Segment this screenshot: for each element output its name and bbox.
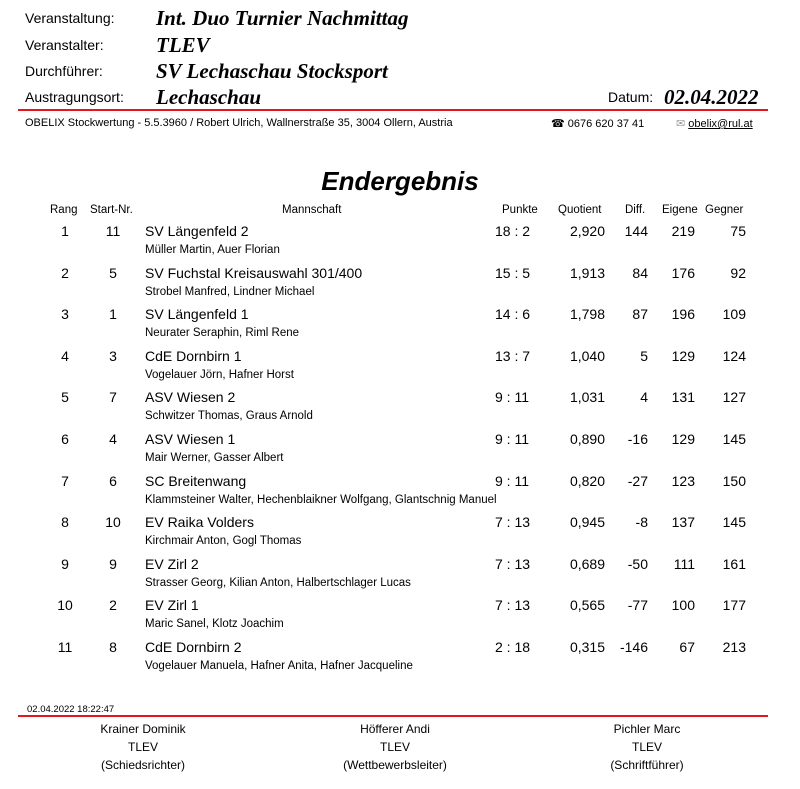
venue-label: Austragungsort: bbox=[25, 89, 124, 105]
event-value: Int. Duo Turnier Nachmittag bbox=[156, 6, 409, 30]
team-members: Vogelauer Jörn, Hafner Horst bbox=[145, 368, 294, 381]
points: 9 : 11 bbox=[495, 431, 529, 447]
header-divider bbox=[18, 109, 768, 111]
venue-value: Lechaschau bbox=[156, 85, 261, 109]
start-number: 3 bbox=[109, 347, 117, 364]
own-score: 123 bbox=[671, 472, 695, 489]
team-members: Kirchmair Anton, Gogl Thomas bbox=[145, 535, 302, 548]
print-timestamp: 02.04.2022 18:22:47 bbox=[27, 704, 115, 715]
signature-role: (Schriftführer) bbox=[610, 758, 684, 772]
rank: 8 bbox=[61, 514, 69, 531]
executor-label: Durchführer: bbox=[25, 63, 103, 79]
own-score: 129 bbox=[671, 431, 695, 447]
quotient: 1,040 bbox=[569, 347, 605, 364]
team-name: SV Längenfeld 1 bbox=[145, 306, 249, 323]
difference: -8 bbox=[635, 514, 648, 531]
team-members: Schwitzer Thomas, Graus Arnold bbox=[145, 410, 313, 423]
opponent-score: 92 bbox=[730, 264, 746, 281]
start-number: 6 bbox=[109, 472, 117, 489]
signature-secretary bbox=[547, 720, 747, 774]
organizer-label: Veranstalter: bbox=[25, 37, 104, 53]
team-members: Müller Martin, Auer Florian bbox=[145, 244, 280, 256]
team-name: ASV Wiesen 1 bbox=[145, 431, 236, 447]
points: 15 : 5 bbox=[495, 264, 531, 281]
col-quotient: Quotient bbox=[558, 204, 602, 216]
organizer-value: TLEV bbox=[156, 33, 210, 57]
signature-name: Pichler Marc bbox=[613, 722, 681, 736]
opponent-score: 127 bbox=[722, 389, 746, 406]
quotient: 0,820 bbox=[569, 472, 605, 489]
col-gegner: Gegner bbox=[705, 204, 744, 216]
signature-name: Krainer Dominik bbox=[100, 722, 186, 736]
col-start: Start-Nr. bbox=[90, 204, 133, 216]
difference: 87 bbox=[632, 306, 648, 323]
rank: 6 bbox=[61, 431, 69, 447]
phone-number: 0676 620 37 41 bbox=[567, 118, 645, 130]
signature-role: (Schiedsrichter) bbox=[100, 758, 186, 772]
difference: 84 bbox=[632, 264, 648, 281]
team-name: CdE Dornbirn 1 bbox=[145, 347, 242, 364]
signature-competition-lead bbox=[295, 720, 495, 774]
page-title: Endergebnis bbox=[321, 166, 479, 196]
start-number: 2 bbox=[109, 597, 117, 614]
email-link[interactable]: obelix@rul.at bbox=[688, 118, 753, 130]
quotient: 0,945 bbox=[569, 514, 605, 531]
own-score: 176 bbox=[671, 264, 695, 281]
team-name: CdE Dornbirn 2 bbox=[145, 639, 242, 655]
opponent-score: 145 bbox=[722, 514, 746, 531]
email-contact bbox=[676, 117, 753, 130]
quotient: 2,920 bbox=[569, 223, 605, 239]
signature-referee bbox=[43, 720, 243, 774]
footer-divider bbox=[18, 715, 768, 717]
team-name: EV Zirl 1 bbox=[145, 597, 199, 614]
team-name: SV Fuchstal Kreisauswahl 301/400 bbox=[145, 264, 363, 281]
team-name: SV Längenfeld 2 bbox=[145, 223, 249, 239]
own-score: 129 bbox=[671, 347, 695, 364]
difference: -27 bbox=[627, 472, 648, 489]
start-number: 10 bbox=[105, 514, 121, 531]
start-number: 11 bbox=[105, 223, 121, 239]
opponent-score: 213 bbox=[722, 639, 746, 655]
team-name: EV Zirl 2 bbox=[145, 555, 199, 572]
table-row bbox=[0, 265, 800, 307]
col-punkte: Punkte bbox=[502, 204, 538, 216]
opponent-score: 177 bbox=[722, 597, 746, 614]
quotient: 1,798 bbox=[569, 306, 605, 323]
table-row bbox=[0, 597, 800, 639]
start-number: 5 bbox=[109, 264, 117, 281]
start-number: 9 bbox=[109, 555, 117, 572]
date-value: 02.04.2022 bbox=[664, 85, 759, 109]
points: 9 : 11 bbox=[495, 389, 529, 406]
quotient: 0,565 bbox=[569, 597, 605, 614]
team-name: ASV Wiesen 2 bbox=[145, 389, 236, 406]
table-row bbox=[0, 431, 800, 473]
table-row bbox=[0, 473, 800, 515]
team-name: SC Breitenwang bbox=[145, 472, 247, 489]
points: 7 : 13 bbox=[495, 597, 531, 614]
table-row bbox=[0, 556, 800, 598]
table-row bbox=[0, 348, 800, 390]
start-number: 4 bbox=[109, 431, 117, 447]
opponent-score: 109 bbox=[722, 306, 746, 323]
own-score: 111 bbox=[673, 555, 695, 572]
quotient: 1,913 bbox=[569, 264, 605, 281]
points: 14 : 6 bbox=[495, 306, 531, 323]
difference: -146 bbox=[619, 639, 648, 655]
points: 2 : 18 bbox=[495, 639, 531, 655]
signature-org: TLEV bbox=[631, 740, 662, 754]
quotient: 0,315 bbox=[569, 639, 605, 655]
team-members: Strobel Manfred, Lindner Michael bbox=[145, 285, 315, 298]
own-score: 67 bbox=[679, 639, 695, 655]
signature-name: Höfferer Andi bbox=[360, 722, 430, 736]
points: 13 : 7 bbox=[495, 347, 531, 364]
team-members: Strasser Georg, Kilian Anton, Halbertschlager Lucas bbox=[145, 576, 411, 589]
table-row bbox=[0, 514, 800, 556]
team-members: Mair Werner, Gasser Albert bbox=[145, 452, 284, 464]
table-row bbox=[0, 223, 800, 265]
points: 7 : 13 bbox=[495, 555, 531, 572]
table-row bbox=[0, 639, 800, 681]
start-number: 1 bbox=[109, 306, 117, 323]
col-diff: Diff. bbox=[625, 204, 646, 216]
opponent-score: 150 bbox=[722, 472, 746, 489]
team-members: Klammsteiner Walter, Hechenblaikner Wolfgang, Glantschnig Manuel bbox=[145, 493, 497, 506]
rank: 2 bbox=[61, 264, 69, 281]
difference: 4 bbox=[640, 389, 648, 406]
opponent-score: 75 bbox=[730, 223, 746, 239]
opponent-score: 124 bbox=[722, 347, 746, 364]
rank: 11 bbox=[57, 639, 73, 655]
team-name: EV Raika Volders bbox=[145, 514, 254, 531]
difference: -77 bbox=[627, 597, 648, 614]
team-members: Vogelauer Manuela, Hafner Anita, Hafner Jacqueline bbox=[145, 660, 413, 672]
difference: -50 bbox=[627, 555, 648, 572]
difference: 144 bbox=[624, 223, 648, 239]
signature-org: TLEV bbox=[379, 740, 410, 754]
difference: 5 bbox=[640, 347, 648, 364]
phone-contact bbox=[551, 117, 644, 130]
signature-org: TLEV bbox=[127, 740, 158, 754]
own-score: 131 bbox=[671, 389, 695, 406]
col-eigene: Eigene bbox=[662, 204, 698, 216]
points: 7 : 13 bbox=[495, 514, 531, 531]
col-team: Mannschaft bbox=[282, 204, 342, 216]
signature-role: (Wettbewerbsleiter) bbox=[343, 758, 447, 772]
quotient: 1,031 bbox=[569, 389, 605, 406]
rank: 9 bbox=[61, 555, 69, 572]
own-score: 219 bbox=[671, 223, 695, 239]
table-row bbox=[0, 389, 800, 431]
team-members: Maric Sanel, Klotz Joachim bbox=[145, 618, 284, 631]
rank: 1 bbox=[61, 223, 69, 239]
team-members: Neurater Seraphin, Riml Rene bbox=[145, 327, 300, 340]
quotient: 0,890 bbox=[569, 431, 605, 447]
points: 9 : 11 bbox=[495, 472, 529, 489]
quotient: 0,689 bbox=[569, 555, 605, 572]
rank: 7 bbox=[61, 472, 69, 489]
executor-value: SV Lechaschau Stocksport bbox=[156, 59, 388, 83]
rank: 5 bbox=[61, 389, 69, 406]
start-number: 7 bbox=[109, 389, 117, 406]
rank: 10 bbox=[57, 597, 73, 614]
date-label: Datum: bbox=[608, 89, 654, 105]
rank: 3 bbox=[61, 306, 69, 323]
event-label: Veranstaltung: bbox=[25, 10, 115, 26]
table-row bbox=[0, 306, 800, 348]
start-number: 8 bbox=[109, 639, 117, 655]
software-info: OBELIX Stockwertung - 5.5.3960 / Robert Ulrich, Wallnerstraße 35, 3004 Ollern, Austria bbox=[25, 117, 453, 129]
own-score: 100 bbox=[671, 597, 695, 614]
own-score: 196 bbox=[671, 306, 695, 323]
envelope-icon: ✉ bbox=[676, 118, 686, 130]
difference: -16 bbox=[627, 431, 648, 447]
rank: 4 bbox=[61, 347, 69, 364]
opponent-score: 161 bbox=[722, 555, 746, 572]
own-score: 137 bbox=[671, 514, 695, 531]
col-rang: Rang bbox=[50, 204, 78, 216]
opponent-score: 145 bbox=[722, 431, 746, 447]
phone-icon: ☎ bbox=[551, 118, 565, 130]
points: 18 : 2 bbox=[495, 223, 531, 239]
